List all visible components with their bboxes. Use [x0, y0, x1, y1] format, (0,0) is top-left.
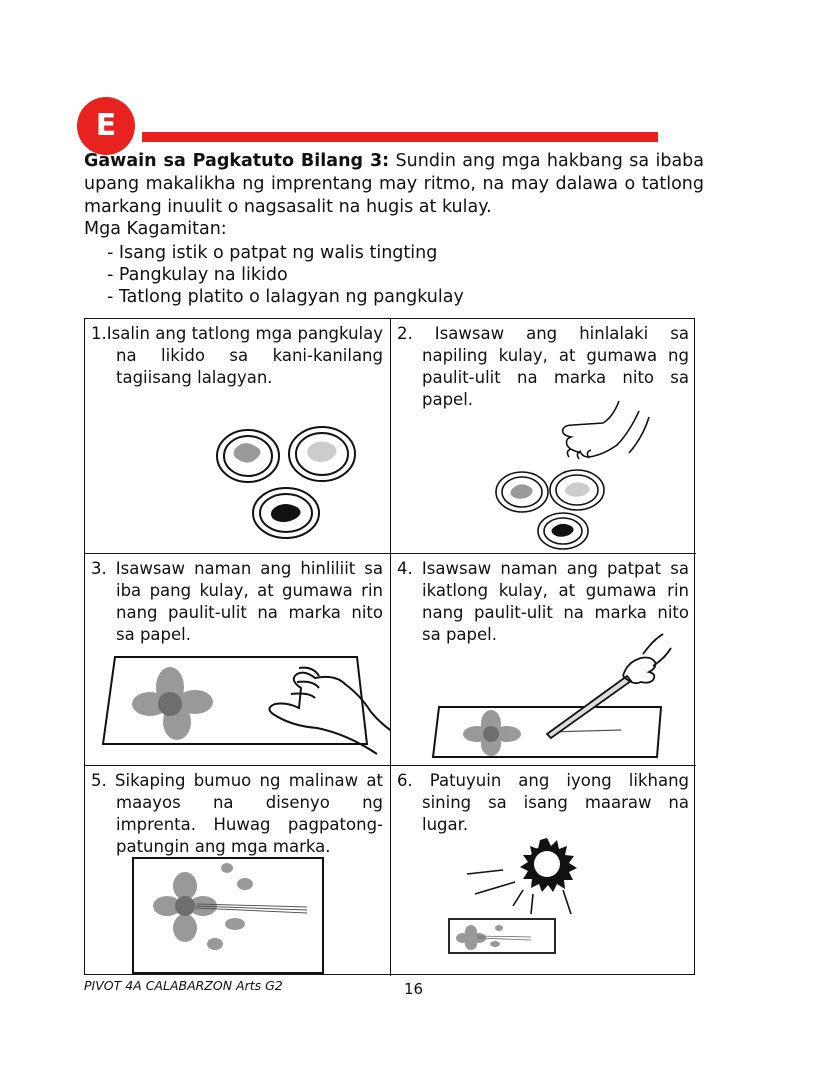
step-cell-6: [391, 766, 696, 976]
activity-description: Sundin ang mga hakbang sa ibaba upang makalikha ng imprentang may ritmo, na may dalawa o tatlong markang inuulit o nagsasalit na hugis at kulay.: [84, 151, 705, 217]
page-number: 16: [404, 980, 424, 998]
steps-table: [84, 318, 695, 975]
section-badge: E: [77, 97, 135, 155]
step-cell-1: [85, 319, 391, 554]
material-item: - Isang istik o patpat ng walis tingting: [107, 243, 438, 263]
material-item: - Pangkulay na likido: [107, 265, 288, 285]
three-saucers-illustration: [85, 319, 391, 554]
materials-list: [107, 242, 464, 308]
step-cell-5: [85, 766, 391, 976]
pinky-printing-illustration: [85, 554, 391, 766]
step-text-6: 6. Patuyuin ang iyong likhang sining sa isang maaraw na lugar.: [397, 771, 689, 834]
step-text-2: 2. Isawsaw ang hinlalaki sa napiling kulay, at gumawa ng paulit-ulit na marka nito sa papel.: [397, 324, 689, 409]
step-cell-4: [391, 554, 696, 766]
step-text-1: 1.Isalin ang tatlong mga pangkulay na likido sa kani-kanilang tagiisang lalagyan.: [91, 324, 383, 387]
drying-in-sun-illustration: [391, 766, 696, 976]
activity-instructions: [84, 150, 704, 219]
section-header-bar: [142, 132, 658, 142]
materials-label: Mga Kagamitan:: [84, 219, 227, 239]
activity-title: Gawain sa Pagkatuto Bilang 3:: [84, 151, 390, 171]
finished-print-illustration: [85, 766, 391, 976]
footer-source: PIVOT 4A CALABARZON Arts G2: [84, 978, 283, 993]
step-cell-3: [85, 554, 391, 766]
step-text-3: 3. Isawsaw naman ang hinliliit sa iba pang kulay, at gumawa rin nang paulit-ulit na marka nito sa papel.: [91, 559, 383, 644]
stick-printing-illustration: [391, 554, 696, 766]
material-item: - Tatlong platito o lalagyan ng pangkulay: [107, 287, 464, 307]
step-cell-2: [391, 319, 696, 554]
thumb-dipping-illustration: [391, 319, 696, 554]
step-text-5: 5. Sikaping bumuo ng malinaw at maayos na disenyo ng imprenta. Huwag pagpatong-patungin ang mga marka.: [91, 771, 383, 856]
sun-icon: [467, 838, 577, 914]
step-text-4: 4. Isawsaw naman ang patpat sa ikatlong kulay, at gumawa rin nang paulit-ulit na marka nito sa papel.: [397, 559, 689, 644]
